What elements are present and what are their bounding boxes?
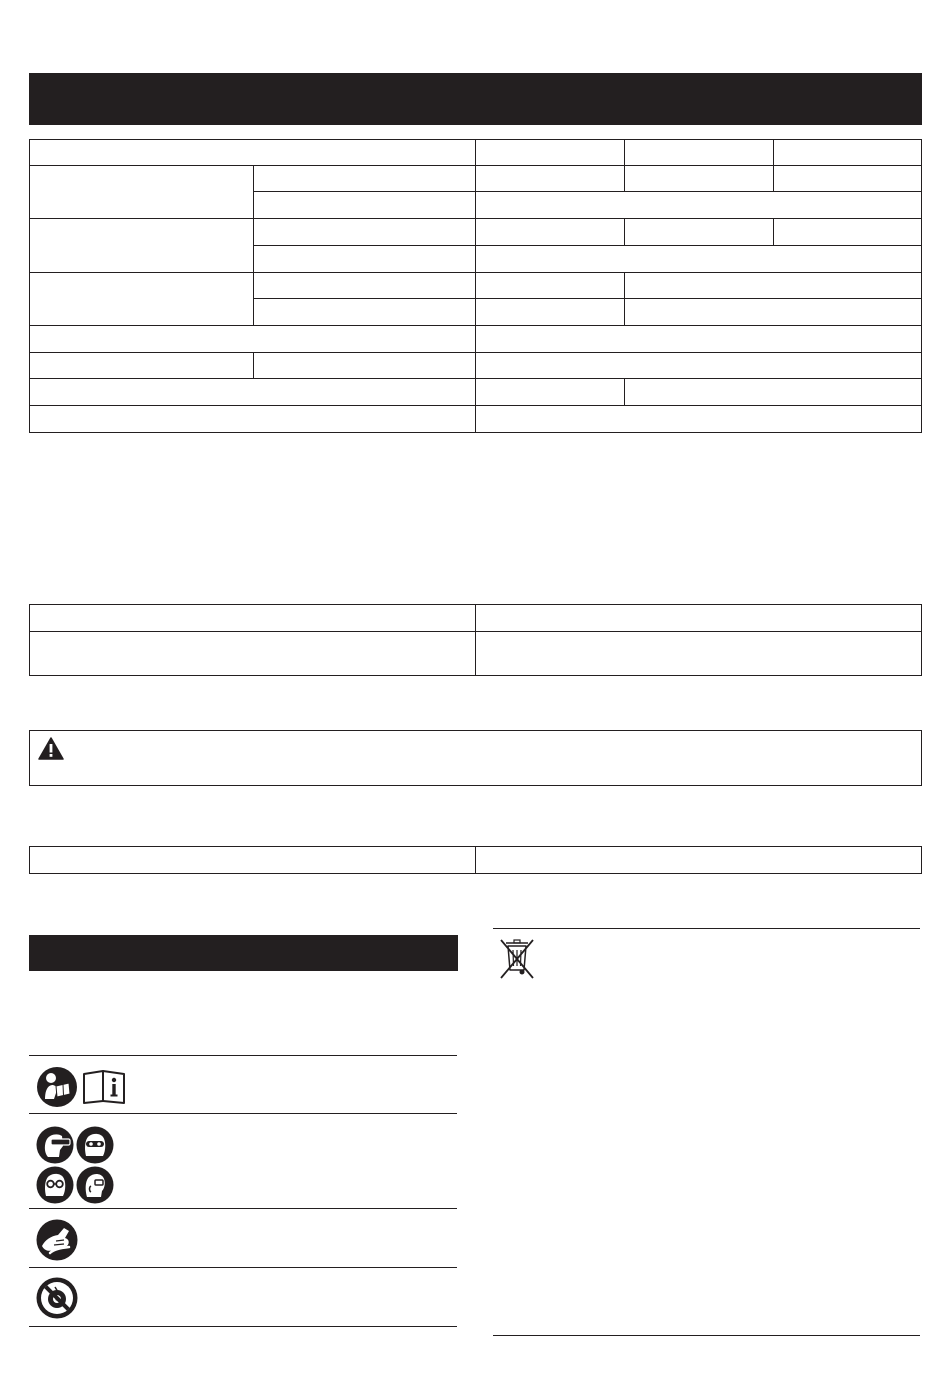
spec-cell: [253, 272, 476, 299]
spec-cell: [475, 405, 922, 433]
spec-cell: [624, 272, 922, 299]
spec-cell: [773, 218, 922, 246]
symbols-banner: [29, 935, 458, 971]
face-shield-icon: [36, 1126, 74, 1164]
spec-cell: [624, 165, 774, 192]
header-banner: [29, 73, 922, 125]
spec-cell: [253, 298, 476, 326]
spec-cell: [253, 352, 476, 379]
spec-cell: [29, 405, 476, 433]
table-cell: [475, 846, 922, 874]
spec-cell: [253, 245, 476, 273]
spec-cell: [253, 191, 476, 219]
spec-cell: [29, 272, 254, 326]
spec-cell: [624, 218, 774, 246]
divider: [493, 928, 920, 929]
spec-cell: [475, 325, 922, 353]
spec-cell: [29, 378, 476, 406]
spec-cell: [624, 298, 922, 326]
warning-box: [29, 730, 922, 786]
table-cell: [475, 631, 922, 676]
spec-cell: [624, 378, 922, 406]
crossed-out-wheeled-bin-icon: [498, 938, 536, 980]
spec-cell: [475, 139, 625, 166]
spec-cell: [29, 325, 476, 353]
table-cell: [29, 604, 476, 632]
spec-cell: [29, 139, 476, 166]
table-cell: [29, 631, 476, 676]
spec-cell: [475, 165, 625, 192]
spec-cell: [29, 352, 254, 379]
divider: [29, 1055, 457, 1056]
spec-cell: [475, 218, 625, 246]
table-cell: [29, 846, 476, 874]
divider: [493, 1335, 920, 1336]
safety-glasses-icon: [36, 1166, 74, 1204]
spec-cell: [475, 298, 625, 326]
spec-cell: [624, 139, 774, 166]
table-cell: [475, 604, 922, 632]
spec-cell: [475, 191, 922, 219]
divider: [29, 1208, 457, 1209]
read-manual-person-icon: [36, 1066, 78, 1108]
spec-cell: [475, 378, 625, 406]
safety-goggles-icon: [76, 1126, 114, 1164]
spec-cell: [253, 165, 476, 192]
protective-gloves-icon: [36, 1219, 78, 1261]
spec-cell: [253, 218, 476, 246]
divider: [29, 1113, 457, 1114]
spec-cell: [773, 165, 922, 192]
ear-protection-icon: [76, 1166, 114, 1204]
spec-cell: [29, 165, 254, 219]
spec-cell: [475, 352, 922, 379]
spec-cell: [475, 272, 625, 299]
spec-cell: [773, 139, 922, 166]
spec-cell: [475, 245, 922, 273]
warning-triangle-icon: [38, 737, 64, 760]
divider: [29, 1267, 457, 1268]
instruction-book-icon: [82, 1070, 126, 1104]
spec-cell: [29, 218, 254, 273]
divider: [29, 1326, 457, 1327]
no-damaged-wheel-icon: [36, 1277, 78, 1319]
